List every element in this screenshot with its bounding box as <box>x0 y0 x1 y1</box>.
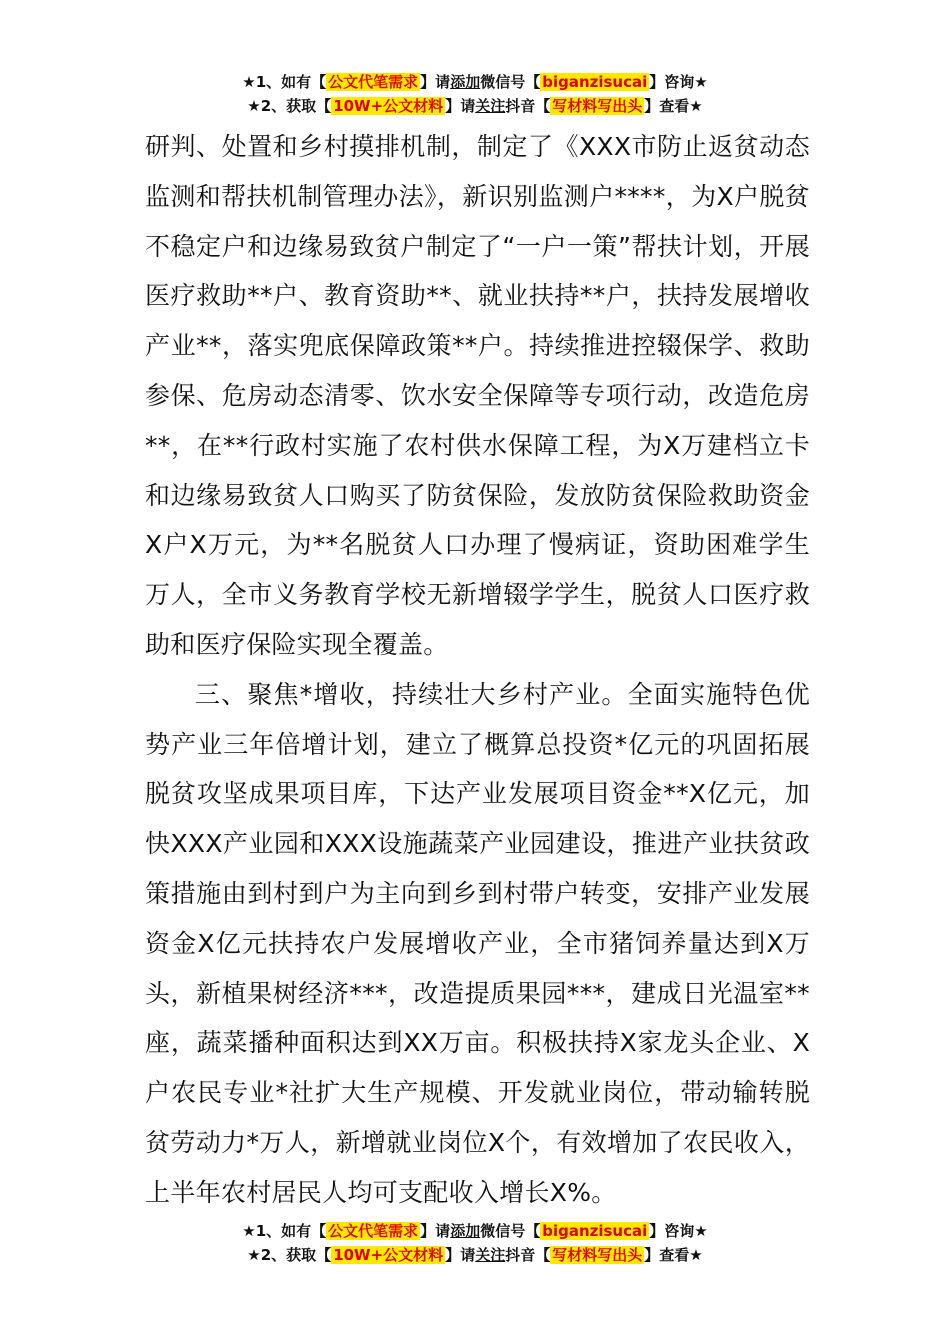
highlight-service: 公文代笔需求 <box>328 1222 419 1240</box>
highlight-wechat-id: biganzisucai <box>542 1222 648 1240</box>
promo-line-2: ★2、获取【 10W+公文材料 】请关注抖音【 写材料写出头 】查看★ <box>247 1246 703 1264</box>
highlight-douyin-id: 写材料写出头 <box>552 97 643 115</box>
highlight-materials: 10W+公文材料 <box>333 1246 444 1264</box>
highlight-wechat-id: biganzisucai <box>542 73 648 91</box>
paragraph-continued: 研判、处置和乡村摸排机制，制定了《XXX市防止返贫动态监测和帮扶机制管理办法》，新识别监测户****，为X户脱贫不稳定户和边缘易致贫户制定了“一户一策”帮扶计划，开展医疗救助**户、教育资助**、就业扶持**户，扶持发展增收产业**，落实兜底保障政策**户。持续推进控辍保学、救助参保、危房动态清零、饮水安全保障等专项行动，改造危房**，在**行政村实施了农村供水保障工程，为X万建档立卡和边缘易致贫人口购买了防贫保险，发放防贫保险救助资金X户X万元，为**名脱贫人口办理了慢病证，资助困难学生万人，全市义务教育学校无新增辍学学生，脱贫人口医疗救助和医疗保险实现全覆盖。 <box>145 132 810 659</box>
top-promo-banner <box>0 70 950 118</box>
highlight-service: 公文代笔需求 <box>328 73 419 91</box>
highlight-douyin-id: 写材料写出头 <box>552 1246 643 1264</box>
bottom-promo-banner <box>0 1219 950 1267</box>
paragraph-section-three: 三、聚焦*增收，持续壮大乡村产业。全面实施特色优势产业三年倍增计划，建立了概算总投资*亿元的巩固拓展脱贫攻坚成果项目库，下达产业发展项目资金**X亿元，加快XXX产业园和XXX设施蔬菜产业园建设，推进产业扶贫政策措施由到村到户为主向到乡到村带户转变，安排产业发展资金X亿元扶持农户发展增收产业，全市猪饲养量达到X万头，新植果树经济***，改造提质果园***，建成日光温室**座，蔬菜播种面积达到XX万亩。积极扶持X家龙头企业、X户农民专业*社扩大生产规模、开发就业岗位，带动输转脱贫劳动力*万人，新增就业岗位X个，有效增加了农民收入，上半年农村居民人均可支配收入增长X%。 <box>145 679 810 1207</box>
highlight-materials: 10W+公文材料 <box>333 97 444 115</box>
promo-line-1: ★1、如有【 公文代笔需求 】请添加微信号【 biganzisucai 】咨询★ <box>242 73 708 91</box>
document-body <box>145 122 810 1218</box>
promo-line-1: ★1、如有【 公文代笔需求 】请添加微信号【 biganzisucai 】咨询★ <box>242 1222 708 1240</box>
promo-line-2: ★2、获取【 10W+公文材料 】请关注抖音【 写材料写出头 】查看★ <box>247 97 703 115</box>
